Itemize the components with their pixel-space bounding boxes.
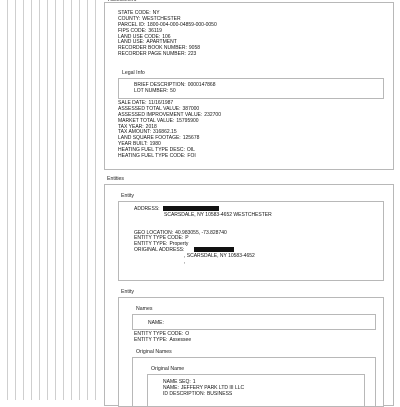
original-address-line3: , xyxy=(184,259,186,265)
entity-heading: Entity xyxy=(121,193,134,199)
field-row xyxy=(118,51,217,57)
field-label: BRIEF DESCRIPTION: xyxy=(134,82,186,88)
field-value: Assessee xyxy=(169,336,192,343)
field-label: LAND USE CODE: xyxy=(118,33,161,40)
field-value: 316862.15 xyxy=(152,129,177,136)
tree-guide-line xyxy=(47,0,48,400)
field-row xyxy=(118,153,221,159)
field-row xyxy=(134,88,216,94)
field-label: LAND USE: xyxy=(118,39,145,46)
field-label: TAX YEAR: xyxy=(118,123,144,130)
original-name-fields xyxy=(163,379,244,397)
assessment-fields xyxy=(118,10,217,57)
field-label: YEAR BUILT: xyxy=(118,141,148,148)
field-value: NY xyxy=(152,10,160,16)
field-value: 50 xyxy=(170,87,176,94)
entity-heading: Entity xyxy=(121,289,134,295)
redaction-mark xyxy=(194,247,234,252)
field-label: RECORDER PAGE NUMBER: xyxy=(118,51,186,58)
field-value: 36119 xyxy=(148,27,162,34)
original-address-line xyxy=(134,259,272,265)
entities-heading: Entities xyxy=(107,176,125,182)
legal-info-fields xyxy=(134,82,216,94)
field-label: ENTITY TYPE CODE: xyxy=(134,331,184,337)
field-label: ENTITY TYPE: xyxy=(134,241,168,248)
field-value: O xyxy=(185,331,190,337)
tree-guide-line xyxy=(31,0,32,400)
field-value: BUSINESS xyxy=(206,390,233,397)
field-label: ASSESSED TOTAL VALUE: xyxy=(118,105,181,112)
entity-fields xyxy=(134,206,272,265)
tree-guide-line xyxy=(87,0,88,400)
field-label: STATE CODE: xyxy=(118,10,151,16)
address-line2: SCARSDALE, NY 10583-4652 WESTCHESTER xyxy=(164,211,272,218)
field-label: MARKET TOTAL VALUE: xyxy=(118,117,175,124)
field-value: 223 xyxy=(187,51,197,58)
legal-info-heading: Legal Info xyxy=(122,70,145,76)
tree-guide-line xyxy=(63,0,64,400)
field-label: RECORDER BOOK NUMBER: xyxy=(118,45,187,52)
field-label: ASSESSED IMPROVEMENT VALUE: xyxy=(118,111,203,118)
field-row xyxy=(148,320,166,326)
field-value: JEFFERY PARK LTD III LLC xyxy=(180,384,245,391)
names-fields xyxy=(148,320,166,326)
field-label: FIPS CODE: xyxy=(118,27,147,34)
field-label: COUNTY: xyxy=(118,15,141,22)
tree-guide-line xyxy=(55,0,56,400)
tree-guide-line xyxy=(7,0,8,400)
field-value: Property xyxy=(169,241,189,248)
field-value: 125678 xyxy=(182,135,200,142)
field-value: 15795900 xyxy=(176,117,199,124)
original-address-line2: , SCARSDALE, NY 10583-4652 xyxy=(184,253,255,260)
address-label: ADDRESS: xyxy=(134,206,160,212)
tree-guide-line xyxy=(15,0,16,400)
tree-guide-line xyxy=(39,0,40,400)
field-label: ID DESCRIPTION: xyxy=(163,390,205,397)
field-value: 40.983055, -73.828740 xyxy=(175,229,227,236)
field-value: 1800-004-000-04859-000-0050 xyxy=(147,21,217,28)
field-value: FOI xyxy=(187,153,196,159)
field-value: WESTCHESTER xyxy=(142,15,181,22)
original-names-heading: Original Names xyxy=(136,349,172,355)
field-value: 11/16/1987 xyxy=(148,100,174,106)
field-label: GEO LOCATION: xyxy=(134,229,174,236)
tree-guide-line xyxy=(95,0,96,400)
field-value: OIL xyxy=(186,147,195,154)
tree-guide-line xyxy=(23,0,24,400)
original-address-label: ORIGINAL ADDRESS: xyxy=(134,247,185,254)
field-value: 2018 xyxy=(145,123,157,130)
tree-guide-line xyxy=(71,0,72,400)
field-value: 1980 xyxy=(149,141,161,148)
field-value: 387000 xyxy=(182,105,200,112)
entity-fields xyxy=(134,331,191,343)
names-box xyxy=(132,314,376,330)
redaction-mark xyxy=(163,206,219,211)
assessment-fields-2 xyxy=(118,100,221,159)
field-value: 232700 xyxy=(204,111,221,118)
original-name-heading: Original Name xyxy=(151,366,185,372)
field-value: 9058 xyxy=(188,45,201,52)
field-label: HEATING FUEL TYPE DESC: xyxy=(118,147,185,154)
field-label: SALE DATE: xyxy=(118,100,147,106)
field-label: PARCEL ID: xyxy=(118,21,146,28)
field-value: 1 xyxy=(192,379,196,385)
field-label: NAME: xyxy=(148,320,164,326)
field-label: ENTITY TYPE CODE: xyxy=(134,235,184,242)
field-label: TAX AMOUNT: xyxy=(118,129,151,136)
field-label: LOT NUMBER: xyxy=(134,87,169,94)
tree-guide-line xyxy=(79,0,80,400)
field-value: P xyxy=(185,235,189,242)
field-value: 0000147868 xyxy=(187,82,216,88)
field-label: ENTITY TYPE: xyxy=(134,336,168,343)
field-value: 106 xyxy=(162,33,171,40)
field-label: NAME: xyxy=(163,384,179,391)
field-label: NAME SEQ: xyxy=(163,379,191,385)
field-value: APARTMENT xyxy=(146,39,177,46)
field-label: LAND SQUARE FOOTAGE: xyxy=(118,135,181,142)
field-row xyxy=(163,391,244,397)
names-heading: Names xyxy=(136,306,153,312)
field-label: HEATING FUEL TYPE CODE: xyxy=(118,153,186,159)
field-row xyxy=(134,337,191,343)
